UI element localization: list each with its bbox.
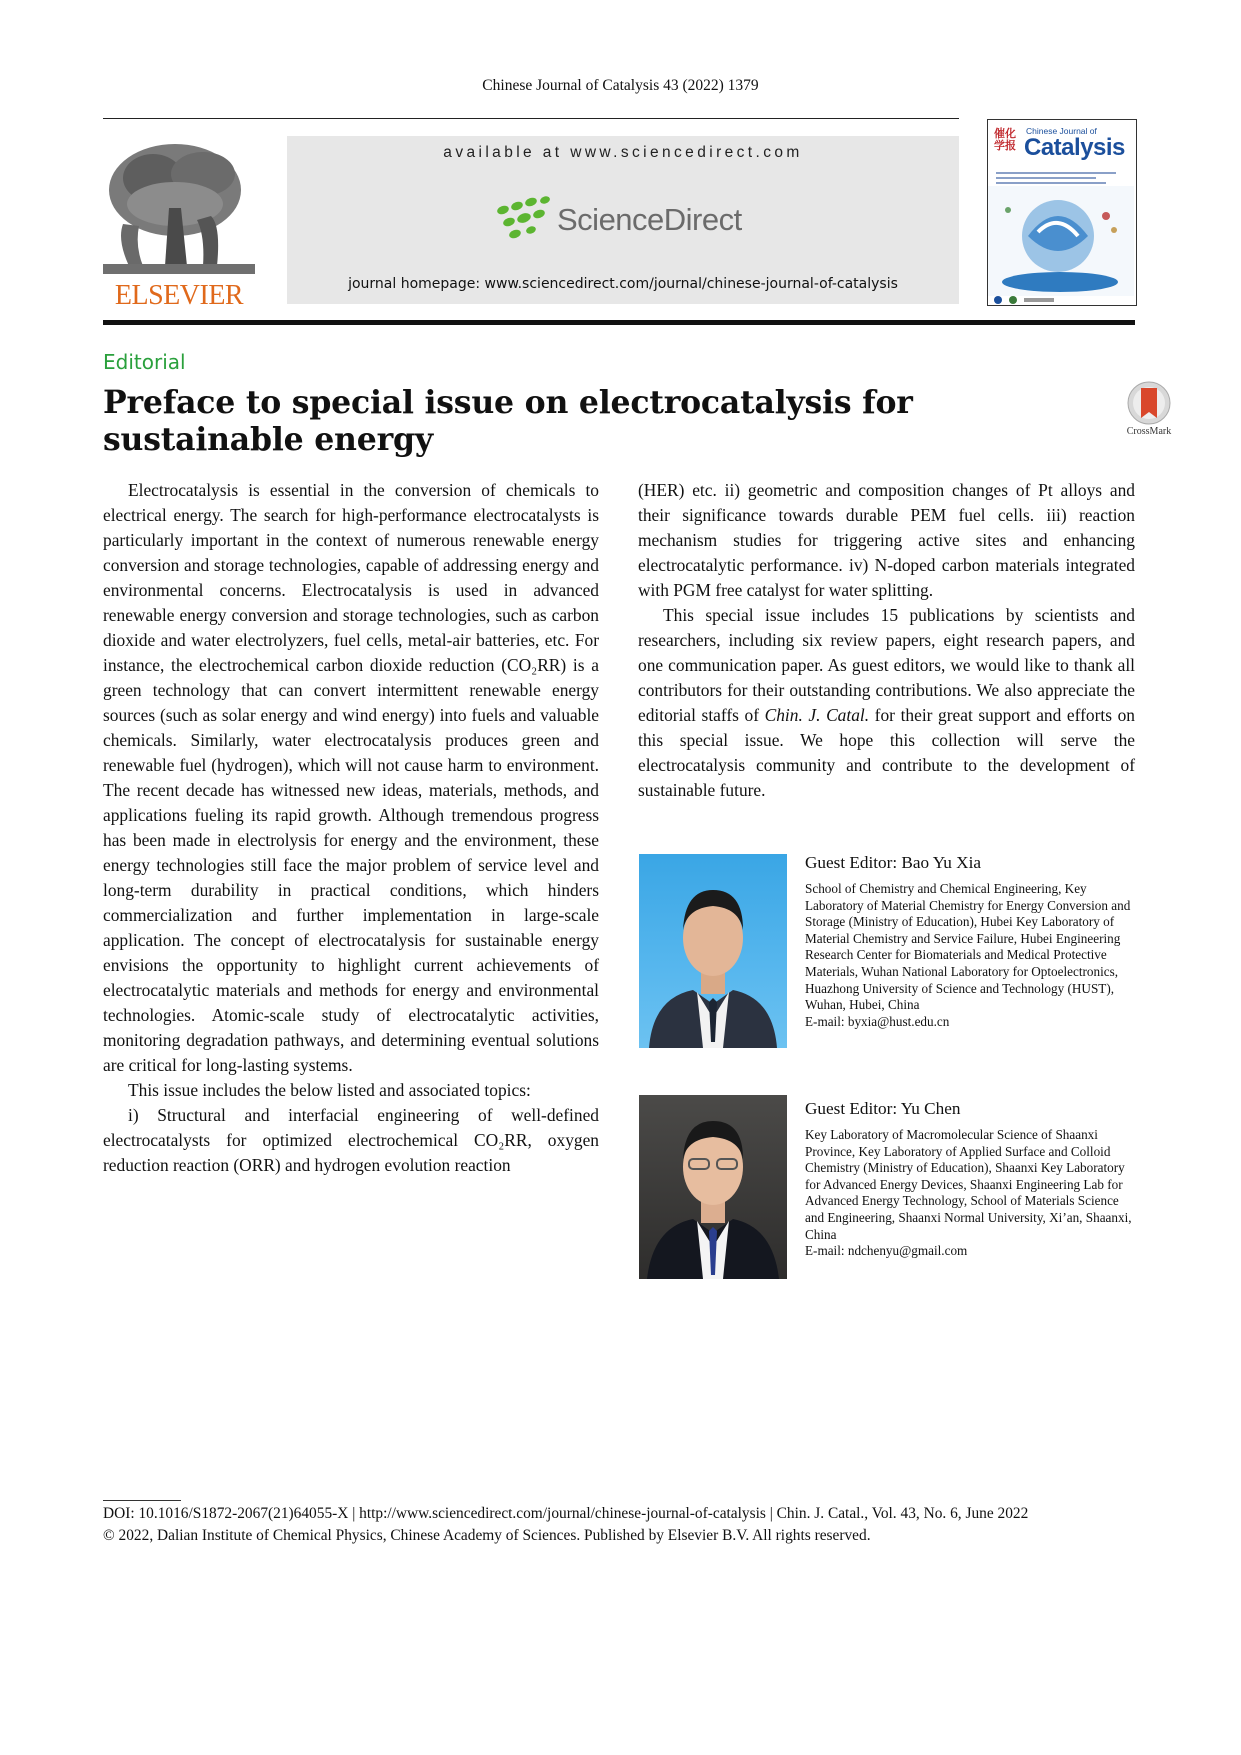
cover-text-lines	[996, 172, 1128, 184]
cover-footer	[994, 291, 1130, 301]
paragraph-text: for their great support and efforts on this special issue. We hope this collection will serve the electrocatalysis community and contribute to the development of sustainable future.	[638, 705, 1135, 800]
cover-title: Catalysis	[1024, 134, 1125, 161]
paragraph-text: This special issue includes 15 publications by scientists and researchers, including six review papers, eight research papers, and one communication paper. As guest editors, we would like to thank all contributors for their outstanding contributions. We also appreciate the editorial staffs of	[638, 605, 1135, 725]
sciencedirect-wordmark: ScienceDirect	[557, 202, 742, 237]
section-label: Editorial	[103, 350, 186, 374]
body-paragraph: (HER) etc. ii) geometric and composition changes of Pt alloys and their significance towards durable PEM fuel cells. iii) reaction mechanism studies for triggering active sites and enhancing electrocatalytic performance. iv) N-doped carbon materials integrated with PGM free catalyst for water splitting.	[638, 480, 1135, 600]
guest-editor-affiliation: School of Chemistry and Chemical Engineering, Key Laboratory of Material Chemistry for Energy Conversion and Storage (Ministry of Education), Hubei Key Laboratory of Material Chemistry and Service Failure, Hubei Engineering Research Center for Biomaterials and Medical Protective Materials, Wuhan National Laboratory for Optoelectronics, Huazhong University of Science and Technology (HUST), Wuhan, Hubei, China	[805, 881, 1131, 1013]
footnote-rule	[103, 1500, 181, 1501]
copyright-line: © 2022, Dalian Institute of Chemical Physics, Chinese Academy of Sciences. Published by Elsevier B.V. All rights reserved.	[103, 1527, 871, 1544]
crossmark-label: CrossMark	[1126, 426, 1172, 437]
body-left-column	[103, 478, 599, 1178]
cover-cjk-logo: 催化学报	[994, 127, 1016, 152]
body-paragraph	[638, 603, 1135, 803]
body-paragraph: i) Structural and interfacial engineering of well-defined electrocatalysts for optimized electrochemical CO₂RR, oxygen reduction reaction (ORR) and hydrogen evolution reaction	[103, 1105, 599, 1175]
crossmark-badge[interactable]	[1122, 380, 1176, 440]
sciencedirect-banner	[287, 136, 959, 304]
header-rule	[103, 118, 959, 119]
elsevier-tree-icon	[103, 138, 255, 278]
journal-abbrev: Chin. J. Catal.	[764, 705, 870, 725]
sd-available-text[interactable]: available at www.sciencedirect.com	[443, 144, 803, 161]
sciencedirect-logo[interactable]	[493, 196, 763, 244]
footer	[103, 1503, 1143, 1547]
guest-editor-info	[805, 852, 1135, 1030]
journal-cover[interactable]	[987, 119, 1137, 306]
journal-homepage-link[interactable]: journal homepage: www.sciencedirect.com/journal/chinese-journal-of-catalysis	[348, 276, 898, 292]
cover-art-image	[988, 186, 1134, 296]
guest-editor-email[interactable]: E-mail: ndchenyu@gmail.com	[805, 1243, 968, 1259]
header-thick-rule	[103, 320, 1135, 325]
doi-line[interactable]: DOI: 10.1016/S1872-2067(21)64055-X | http://www.sciencedirect.com/journal/chinese-journal-of-catalysis | Chin. J. Catal., Vol. 43, No. 6, June 2022	[103, 1505, 1029, 1522]
guest-editor-name: Guest Editor: Yu Chen	[805, 1099, 961, 1118]
article-title: Preface to special issue on electrocatalysis for sustainable energy	[103, 384, 913, 458]
portrait-image	[639, 1095, 787, 1279]
elsevier-wordmark: ELSEVIER	[114, 280, 244, 311]
guest-editor-affiliation: Key Laboratory of Macromolecular Science of Shaanxi Province, Key Laboratory of Applied Surface and Colloid Chemistry (Ministry of Education), Shaanxi Key Laboratory for Advanced Energy Devices, Shaanxi Engineering Lab for Advanced Energy Technology, School of Materials Science and Engineering, Shaanxi Normal University, Xi’an, Shaanxi, China	[805, 1127, 1132, 1242]
sciencedirect-dots-icon	[493, 196, 559, 244]
body-right-column	[638, 478, 1135, 803]
cover-header	[994, 126, 1130, 166]
guest-editor-photo	[639, 1095, 787, 1279]
elsevier-logo[interactable]	[103, 138, 255, 311]
portrait-image	[639, 854, 787, 1048]
crossmark-icon	[1122, 380, 1176, 426]
guest-editor-email[interactable]: E-mail: byxia@hust.edu.cn	[805, 1013, 950, 1029]
guest-editor-name: Guest Editor: Bao Yu Xia	[805, 853, 981, 872]
body-paragraph: This issue includes the below listed and associated topics:	[128, 1080, 531, 1100]
body-paragraph: Electrocatalysis is essential in the conversion of chemicals to electrical energy. The search for high-performance electrocatalysts is particularly important in the context of numerous renewable energy conversion and storage technologies, capable of addressing energy and environmental concerns. Electrocatalysis is used in advanced renewable energy conversion and storage technologies, such as carbon dioxide and water electrolyzers, fuel cells, metal-air batteries, etc. For instance, the electrochemical carbon dioxide reduction (CO₂RR) is a green technology that can convert intermittent renewable energy sources (such as solar energy and wind energy) into fuels and valuable chemicals. Similarly, water electrocatalysis produces green and renewable fuel (hydrogen), which will not cause harm to environment. The recent decade has witnessed new ideas, materials, methods, and applications fueling its rapid growth. Although tremendous progress has been made in electrolysis for energy and the environment, these energy technologies still face the major problem of service level and long-term durability in practical conditions, which hinders commercialization and further implementation in large-scale application. The concept of electrocatalysis for sustainable energy envisions the opportunity to highlight current achievements of electrocatalytic materials and methods for energy and environmental technologies. Atomic-scale study of electrocatalytic activities, monitoring degradation pathways, and determining eventual solutions are critical for long-lasting systems.	[103, 480, 599, 1075]
guest-editor-photo	[639, 854, 787, 1048]
cover-kicker: Chinese Journal of	[1026, 126, 1097, 136]
running-head: Chinese Journal of Catalysis 43 (2022) 1379	[482, 77, 759, 94]
guest-editor-info	[805, 1098, 1135, 1260]
